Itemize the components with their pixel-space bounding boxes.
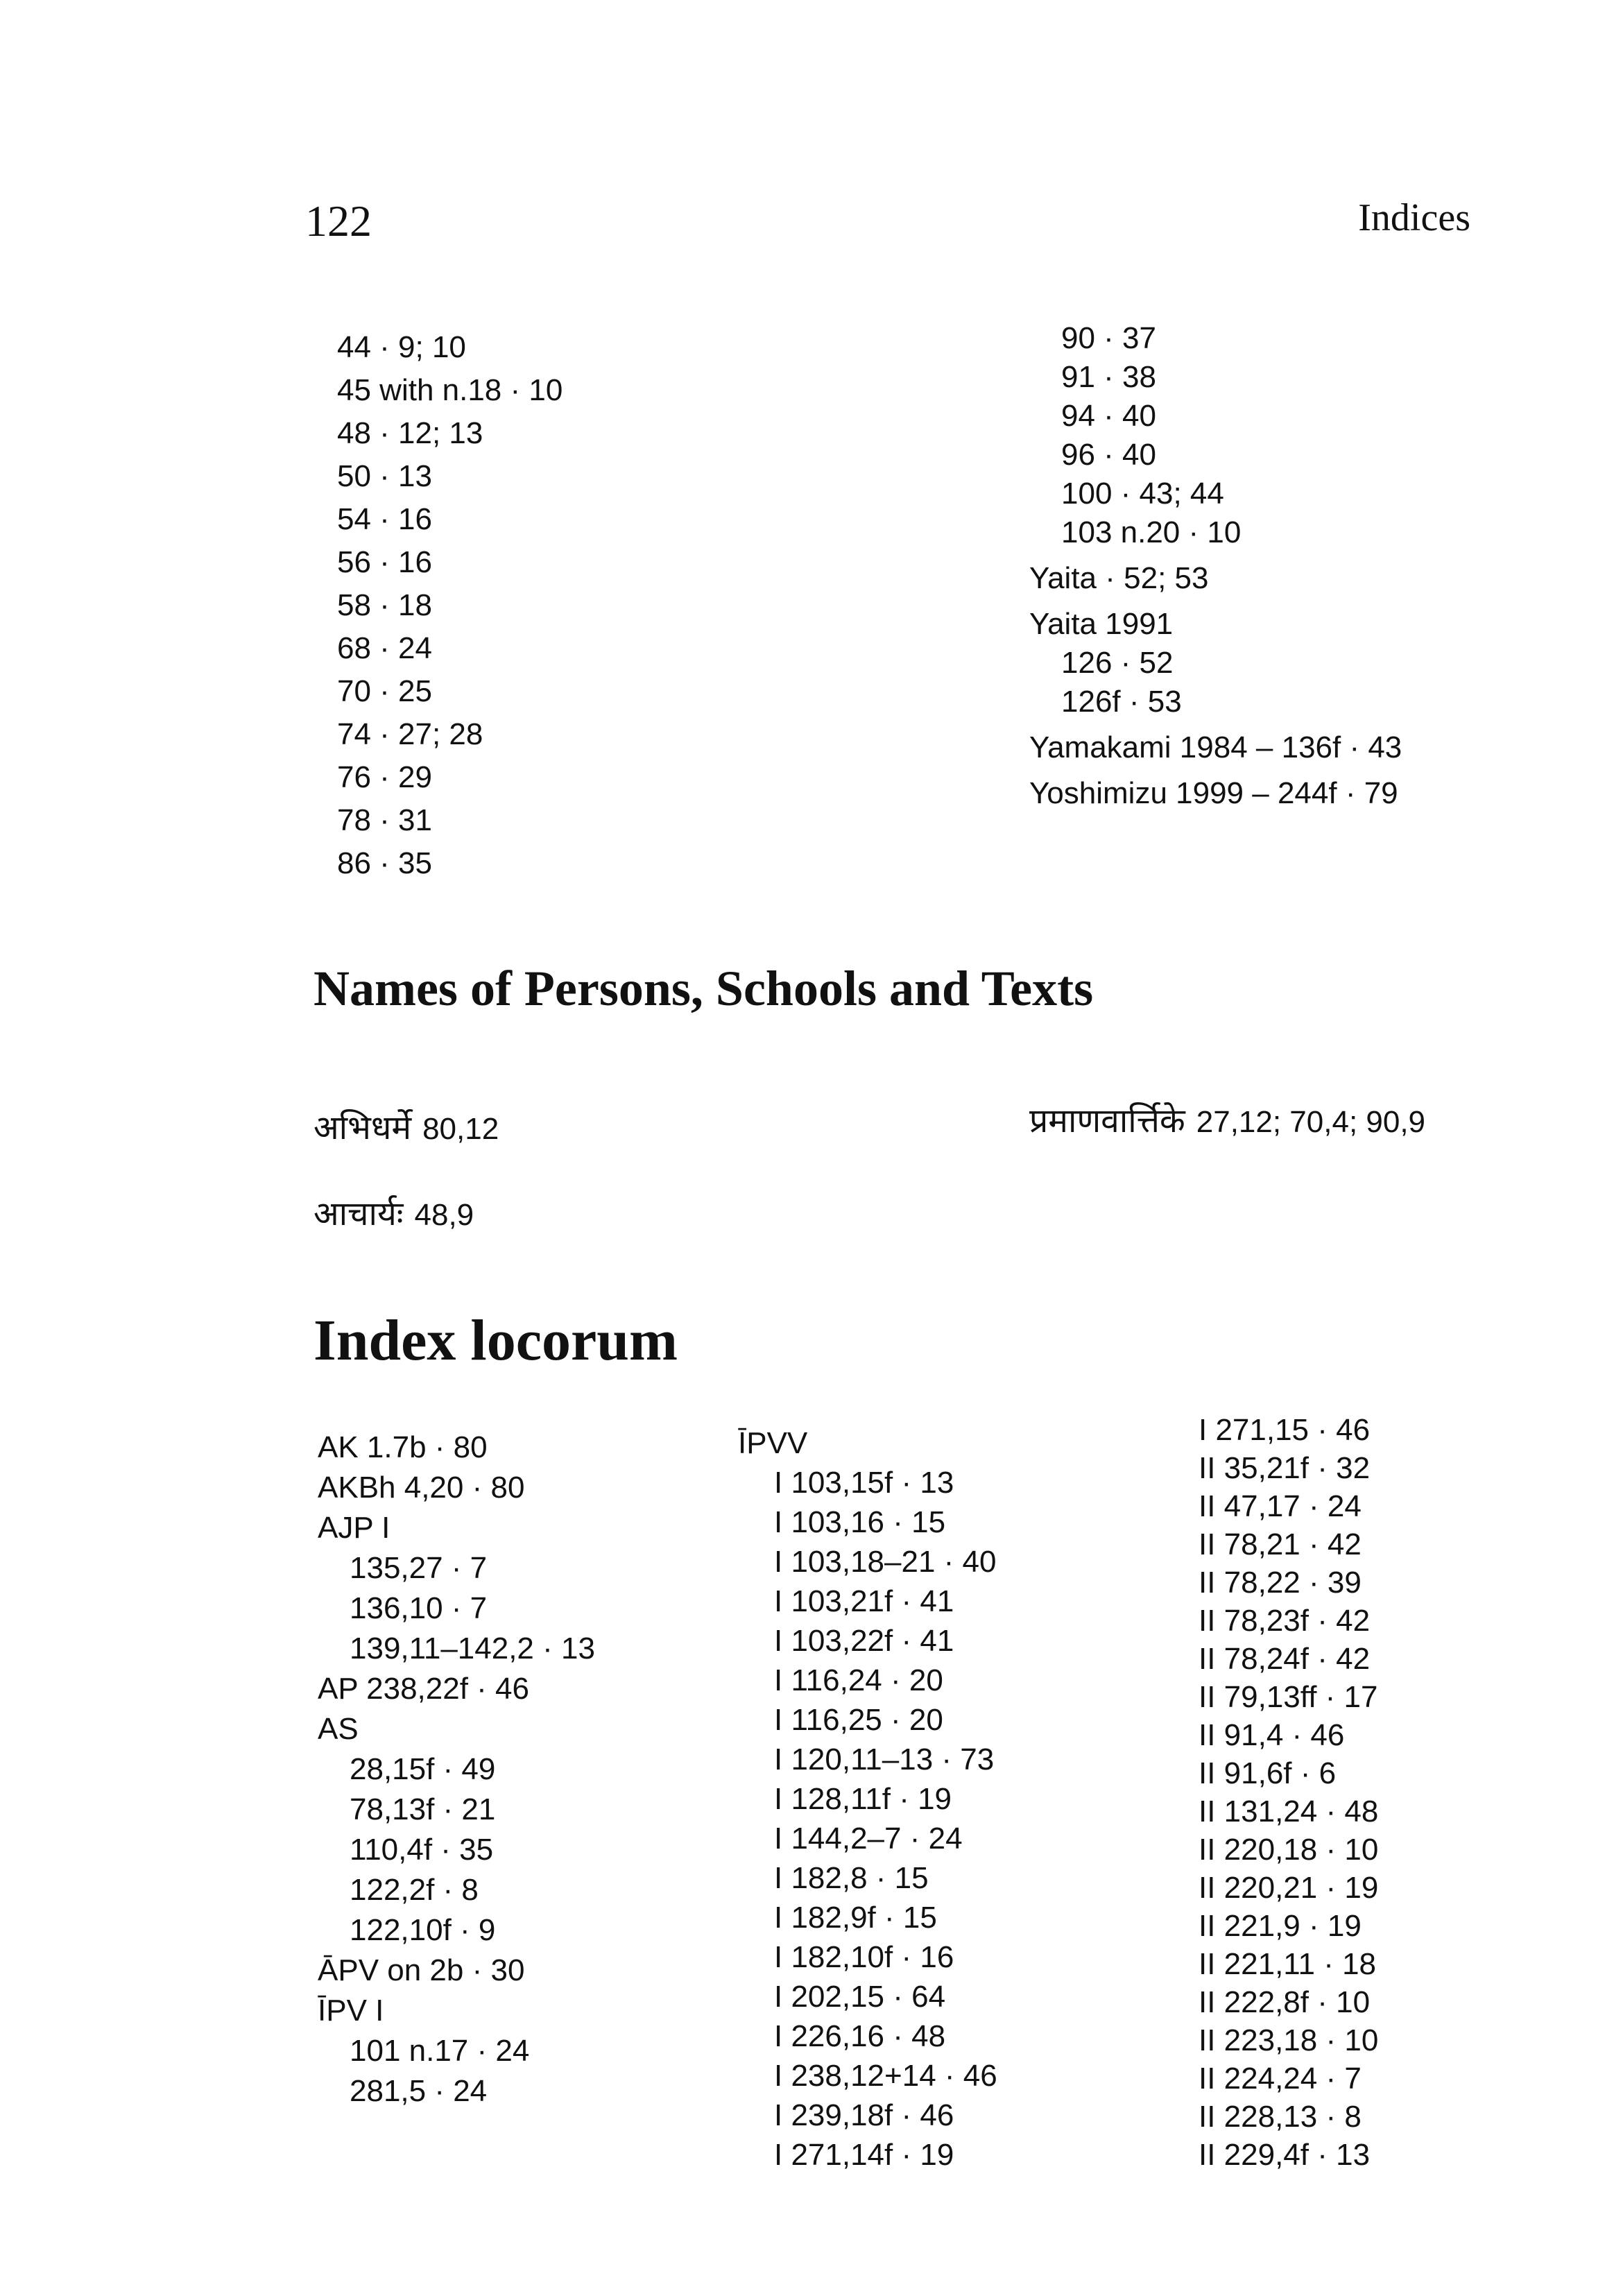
index-entry: 78 · 31 bbox=[337, 803, 432, 837]
index-entry: 56 · 16 bbox=[337, 545, 432, 579]
locorum-entry: II 78,23f · 42 bbox=[1199, 1604, 1371, 1638]
index-entry: Yaita · 52; 53 bbox=[1029, 561, 1209, 595]
locorum-subentry: I 144,2–7 · 24 bbox=[774, 1822, 963, 1856]
names-term: आचार्यः bbox=[314, 1194, 404, 1233]
index-entry: 50 · 13 bbox=[337, 459, 432, 493]
locorum-subentry: I 103,18–21 · 40 bbox=[774, 1545, 997, 1579]
locorum-column-1 bbox=[318, 1428, 595, 2111]
locorum-entry: AP 238,22f · 46 bbox=[318, 1672, 529, 1706]
running-head: Indices bbox=[1358, 196, 1470, 239]
locorum-subentry: I 239,18f · 46 bbox=[774, 2098, 954, 2132]
locorum-entry: I 271,15 · 46 bbox=[1199, 1413, 1371, 1447]
locorum-subentry: I 116,24 · 20 bbox=[774, 1663, 943, 1697]
locorum-subentry: I 128,11f · 19 bbox=[774, 1782, 952, 1816]
locorum-subentry: I 103,15f · 13 bbox=[774, 1466, 954, 1500]
names-ref: 27,12; 70,4; 90,9 bbox=[1196, 1105, 1426, 1139]
locorum-subentry: I 226,16 · 48 bbox=[774, 2019, 946, 2053]
names-section-title: Names of Persons, Schools and Texts bbox=[314, 961, 1094, 1016]
locorum-subentry: I 116,25 · 20 bbox=[774, 1703, 943, 1737]
index-subentry: 100 · 43; 44 bbox=[1061, 477, 1224, 511]
locorum-entry: ĪPVV bbox=[738, 1426, 808, 1460]
names-entry bbox=[314, 1104, 499, 1149]
locorum-subentry: I 182,9f · 15 bbox=[774, 1901, 937, 1935]
locorum-subentry: 136,10 · 7 bbox=[350, 1591, 488, 1625]
locorum-entry: II 91,4 · 46 bbox=[1199, 1718, 1345, 1752]
index-entry: Yamakami 1984 – 136f · 43 bbox=[1029, 730, 1402, 764]
locorum-subentry: I 103,22f · 41 bbox=[774, 1624, 954, 1658]
index-subentry: 126f · 53 bbox=[1061, 685, 1182, 719]
locorum-entry: ĪPV I bbox=[318, 1994, 384, 2028]
locorum-column-2 bbox=[738, 1423, 997, 2175]
index-entry: 54 · 16 bbox=[337, 502, 432, 536]
index-entry: 44 · 9; 10 bbox=[337, 330, 466, 364]
locorum-entry: II 223,18 · 10 bbox=[1199, 2023, 1379, 2057]
locorum-section-title: Index locorum bbox=[314, 1308, 678, 1373]
locorum-entry: II 79,13ff · 17 bbox=[1199, 1680, 1378, 1714]
index-subentry: 126 · 52 bbox=[1061, 646, 1174, 680]
locorum-entry: II 35,21f · 32 bbox=[1199, 1451, 1371, 1485]
locorum-entry: II 221,9 · 19 bbox=[1199, 1909, 1362, 1943]
names-ref: 80,12 bbox=[422, 1112, 499, 1146]
locorum-entry: AKBh 4,20 · 80 bbox=[318, 1471, 525, 1505]
locorum-entry: II 220,18 · 10 bbox=[1199, 1833, 1379, 1867]
locorum-entry: II 78,24f · 42 bbox=[1199, 1642, 1371, 1676]
locorum-subentry: 101 n.17 · 24 bbox=[350, 2034, 530, 2068]
index-entry: 68 · 24 bbox=[337, 631, 432, 665]
locorum-entry: ĀPV on 2b · 30 bbox=[318, 1953, 525, 1987]
locorum-entry: II 78,21 · 42 bbox=[1199, 1527, 1362, 1561]
index-entry: 74 · 27; 28 bbox=[337, 717, 483, 751]
locorum-subentry: I 182,8 · 15 bbox=[774, 1861, 929, 1895]
index-entry: 86 · 35 bbox=[337, 846, 432, 880]
index-entry: 48 · 12; 13 bbox=[337, 416, 483, 450]
index-entry: Yoshimizu 1999 – 244f · 79 bbox=[1029, 776, 1398, 810]
locorum-entry: AS bbox=[318, 1712, 359, 1746]
index-entry: 70 · 25 bbox=[337, 674, 432, 708]
locorum-subentry: I 238,12+14 · 46 bbox=[774, 2059, 997, 2093]
locorum-subentry: I 120,11–13 · 73 bbox=[774, 1742, 995, 1776]
locorum-entry: II 47,17 · 24 bbox=[1199, 1489, 1362, 1523]
locorum-entry: AJP I bbox=[318, 1511, 390, 1545]
names-term: अभिधर्मे bbox=[314, 1108, 412, 1147]
index-subentry: 96 · 40 bbox=[1061, 438, 1156, 472]
locorum-subentry: 110,4f · 35 bbox=[350, 1833, 494, 1867]
index-subentry: 103 n.20 · 10 bbox=[1061, 515, 1242, 549]
locorum-entry: II 229,4f · 13 bbox=[1199, 2138, 1371, 2172]
index-entry: 45 with n.18 · 10 bbox=[337, 373, 563, 407]
locorum-column-3 bbox=[1199, 1411, 1378, 2174]
locorum-subentry: I 202,15 · 64 bbox=[774, 1980, 946, 2014]
names-entry bbox=[1029, 1097, 1425, 1142]
index-subentry: 94 · 40 bbox=[1061, 399, 1156, 433]
locorum-subentry: 139,11–142,2 · 13 bbox=[350, 1631, 595, 1665]
index-entry: Yaita 1991 bbox=[1029, 607, 1174, 641]
page-number: 122 bbox=[305, 196, 372, 246]
locorum-subentry: 78,13f · 21 bbox=[350, 1792, 496, 1826]
index-subentry: 90 · 37 bbox=[1061, 321, 1156, 355]
locorum-subentry: I 271,14f · 19 bbox=[774, 2138, 954, 2172]
names-entry bbox=[314, 1190, 474, 1235]
index-list-right bbox=[1029, 319, 1402, 813]
locorum-entry: AK 1.7b · 80 bbox=[318, 1430, 488, 1464]
locorum-subentry: 122,2f · 8 bbox=[350, 1873, 479, 1907]
locorum-entry: II 222,8f · 10 bbox=[1199, 1985, 1371, 2019]
locorum-subentry: I 103,21f · 41 bbox=[774, 1584, 954, 1618]
names-ref: 48,9 bbox=[414, 1198, 474, 1232]
index-list-left bbox=[337, 326, 563, 885]
index-subentry: 91 · 38 bbox=[1061, 360, 1156, 394]
locorum-entry: II 78,22 · 39 bbox=[1199, 1566, 1362, 1600]
locorum-entry: II 131,24 · 48 bbox=[1199, 1794, 1379, 1828]
locorum-entry: II 91,6f · 6 bbox=[1199, 1756, 1337, 1790]
locorum-subentry: 122,10f · 9 bbox=[350, 1913, 496, 1947]
locorum-subentry: 135,27 · 7 bbox=[350, 1551, 488, 1585]
index-entry: 76 · 29 bbox=[337, 760, 432, 794]
locorum-entry: II 221,11 · 18 bbox=[1199, 1947, 1377, 1981]
locorum-subentry: I 103,16 · 15 bbox=[774, 1505, 946, 1539]
locorum-entry: II 224,24 · 7 bbox=[1199, 2062, 1362, 2096]
names-term: प्रमाणवार्त्तिके bbox=[1029, 1102, 1185, 1140]
locorum-entry: II 228,13 · 8 bbox=[1199, 2100, 1362, 2134]
index-entry: 58 · 18 bbox=[337, 588, 432, 622]
locorum-subentry: 281,5 · 24 bbox=[350, 2074, 488, 2108]
locorum-entry: II 220,21 · 19 bbox=[1199, 1871, 1379, 1905]
locorum-subentry: I 182,10f · 16 bbox=[774, 1940, 954, 1974]
locorum-subentry: 28,15f · 49 bbox=[350, 1752, 496, 1786]
